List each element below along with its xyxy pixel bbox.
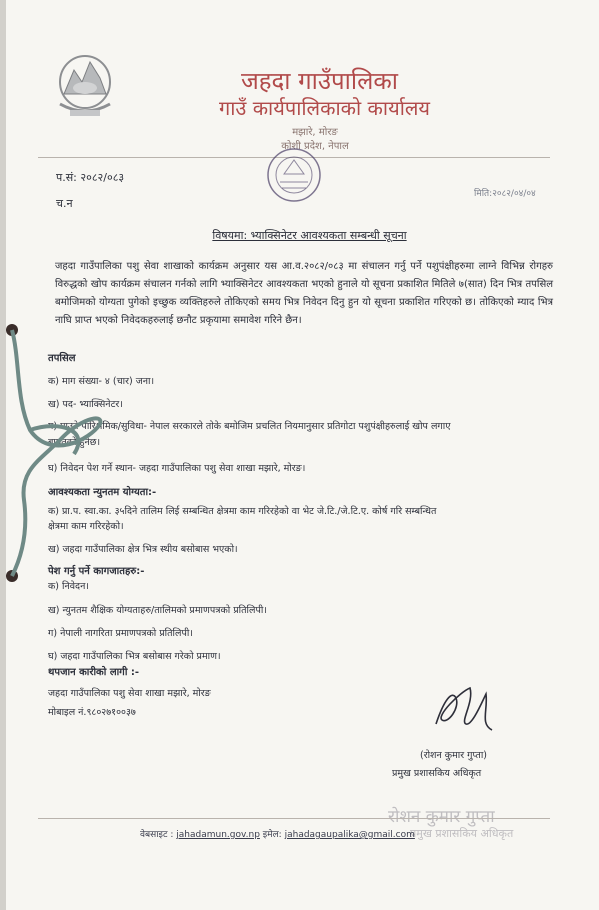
documents-heading: पेश गर्नु पर्ने कागजातहरु:- (48, 566, 145, 577)
qualification-item: क्षेत्रमा काम गरिरहेको। (48, 521, 124, 532)
address-line-2: कोशी प्रदेश, नेपाल (281, 141, 349, 152)
subject-line (0, 228, 599, 243)
stamp-name: रोशन कुमार गुप्ता (388, 807, 495, 827)
documents-item: ख) न्युनतम शैक्षिक योग्यताहरु/तालिमको प्रमाणपत्रको प्रतिलिपी। (48, 605, 267, 616)
tapsil-item: घ) निवेदन पेश गर्ने स्थान- जहदा गाउँपालिका पशु सेवा शाखा मझारे, मोरङ। (48, 463, 306, 474)
letter-date: मिति:२०८२/०४/०४ (474, 189, 536, 199)
office-stamp (262, 146, 326, 204)
signature (430, 680, 500, 738)
tapsil-item: बापतको हुनेछ। (48, 437, 101, 448)
contact-heading: थपजान कारीको लागी :- (48, 667, 140, 678)
qualification-item: ख) जहदा गाउँपालिका क्षेत्र भित्र स्थीय बसोबास भएको। (48, 544, 238, 555)
website-link[interactable]: jahadamun.gov.np (176, 830, 260, 840)
tapsil-item: ख) पद- भ्याक्सिनेटर। (48, 399, 123, 410)
address-line-1: मझारे, मोरङ (292, 127, 338, 138)
office-subtitle: गाउँ कार्यपालिकाको कार्यालय (218, 96, 431, 120)
tapsil-item: ग) पाउने पारिश्रमिक/सुविधा- नेपाल सरकारले तोके बमोजिम प्रचलित नियमानुसार प्रतिगोटा पशुपंक्षीहरुलाई खोप लगाए (48, 421, 451, 432)
contact-address: जहदा गाउँपालिका पशु सेवा शाखा मझारे, मोरङ (48, 688, 211, 699)
documents-item: ग) नेपाली नागरिता प्रमाणपत्रको प्रतिलिपी। (48, 628, 193, 639)
email-link[interactable]: jahadagaupalika@gmail.com (284, 830, 415, 840)
tapsil-item: क) माग संख्या- ४ (चार) जना। (48, 376, 155, 387)
footer (140, 827, 415, 840)
chalani-number: च.न (56, 197, 73, 210)
binding-string (0, 320, 110, 590)
subject-text: विषयमा: भ्याक्सिनेटर आवश्यकता सम्बन्धी सूचना (212, 229, 407, 242)
qualification-heading: आवश्यकता न्युनतम योग्यता:- (48, 487, 157, 498)
office-title: जहदा गाउँपालिका (240, 67, 398, 95)
tapsil-heading: तपसिल (48, 353, 76, 364)
signatory-designation: प्रमुख प्रशासकिय अधिकृत (392, 768, 482, 779)
stamp-designation: प्रमुख प्रशासकिय अधिकृत (410, 827, 514, 840)
documents-item: क) निवेदन। (48, 581, 89, 592)
qualification-item: क) प्रा.प. स्वा.का. ३५दिने तालिम लिई सम्बन्धित क्षेत्रमा काम गरिरहेको वा भेट जे.टि./जे.टि.ए. कोर्ष गरि सम्बन्धित (48, 506, 437, 517)
contact-mobile: मोबाइल नं.९८०२७१००३७ (48, 707, 136, 718)
body-paragraph: जहदा गाउँपालिका पशु सेवा शाखाको कार्यक्रम अनुसार यस आ.व.२०८२/०८३ मा संचालन गर्नु पर्ने पशुपंक्षीहरुमा लाग्ने विभिन्न रोगहरु विरुद्धको खोप कार्यक्रम संचालन गर्नको लागि भ्याक्सिनेटर आवश्यकता भएको हुनाले यो सूचना प्रकाशित मितिले ७(सात) दिन भित्र तपसिल बमोजिमको योग्यता पुगेको इच्छुक व्यक्तिहरुले तोकिएको समय भित्र निवेदन दिनु हुन यो सूचना प्रकाशित गरिएको छ। तोकिएको म्याद भित्र नाघि प्राप्त भएको निवेदकहरुलाई छनौट प्रकृयामा समावेश गरिने छैन। (55, 261, 553, 326)
footer-rule (38, 818, 550, 819)
signatory-name: (रोशन कुमार गुप्ता) (420, 750, 488, 761)
documents-item: घ) जहदा गाउँपालिका भित्र बसोबास गरेको प्रमाण। (48, 651, 221, 662)
email-label: इमेल: (262, 830, 282, 840)
patra-sankhya: प.सं: २०८२/०८३ (56, 171, 125, 184)
website-label: वेबसाइट : (140, 830, 174, 840)
